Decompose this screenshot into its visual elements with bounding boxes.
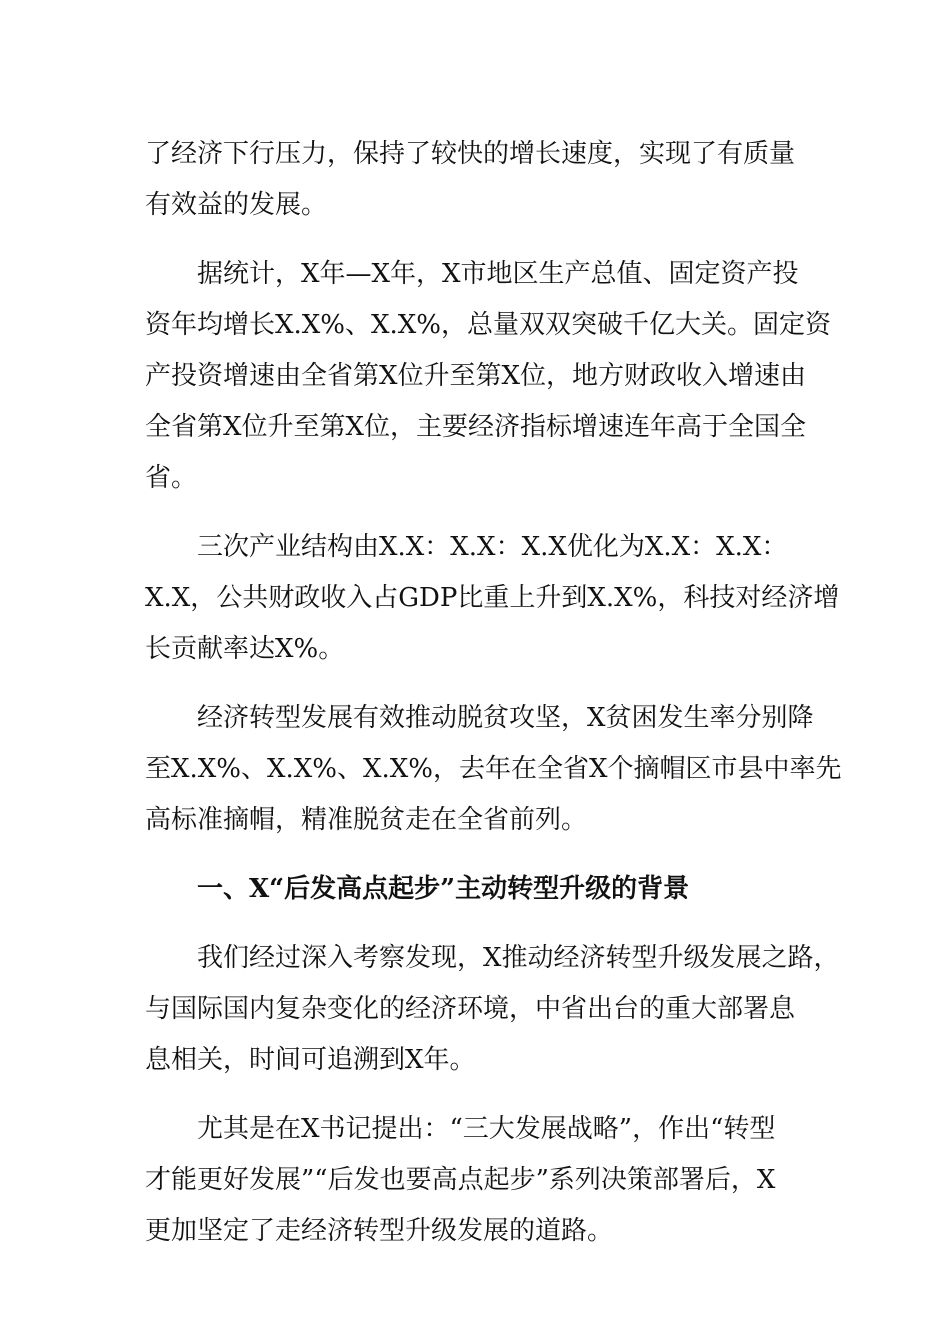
- text-line: 更加坚定了走经济转型升级发展的道路。: [145, 1216, 614, 1246]
- paragraph-background: [145, 933, 840, 1086]
- text-line: 省。: [145, 463, 198, 493]
- text-line: 经济转型发展有效推动脱贫攻坚，X贫困发生率分别降: [197, 703, 814, 733]
- text-line: 高标准摘帽，精准脱贫走在全省前列。: [145, 805, 588, 835]
- text-line: 全省第X位升至第X位，主要经济指标增速连年高于全国全: [145, 412, 807, 442]
- text-line: 资年均增长X.X%、X.X%，总量双双突破千亿大关。固定资: [145, 310, 831, 340]
- paragraph-strategy: [145, 1104, 810, 1257]
- text-line: 据统计，X年—X年，X市地区生产总值、固定资产投: [197, 259, 799, 289]
- document-body: [145, 129, 842, 1275]
- text-line: 长贡献率达X%。: [145, 634, 345, 664]
- text-line: 与国际国内复杂变化的经济环境，中省出台的重大部署息: [145, 994, 796, 1024]
- text-line: 至X.X%、X.X%、X.X%，去年在全省X个摘帽区市县中率先: [145, 754, 842, 784]
- paragraph-poverty-alleviation: [145, 693, 842, 846]
- section-heading-text: 一、X“后发高点起步”主动转型升级的背景: [197, 874, 690, 904]
- paragraph-continuation: [145, 129, 810, 231]
- text-line: 三次产业结构由X.X：X.X：X.X优化为X.X：X.X：: [197, 532, 788, 562]
- section-heading: [145, 864, 810, 915]
- text-line: 有效益的发展。: [145, 190, 328, 220]
- text-line: 我们经过深入考察发现，X推动经济转型升级发展之路，: [197, 943, 840, 973]
- text-line: 产投资增速由全省第X位升至第X位，地方财政收入增速由: [145, 361, 807, 391]
- text-line: 息相关，时间可追溯到X年。: [145, 1045, 476, 1075]
- paragraph-statistics: [145, 249, 831, 504]
- text-line: 才能更好发展”“后发也要高点起步”系列决策部署后，X: [145, 1165, 776, 1195]
- text-line: 尤其是在X书记提出：“三大发展战略”，作出“转型: [197, 1114, 776, 1144]
- text-line: 了经济下行压力，保持了较快的增长速度，实现了有质量: [145, 139, 796, 169]
- text-line: X.X，公共财政收入占GDP比重上升到X.X%，科技对经济增: [145, 583, 840, 613]
- paragraph-industry-structure: [145, 522, 840, 675]
